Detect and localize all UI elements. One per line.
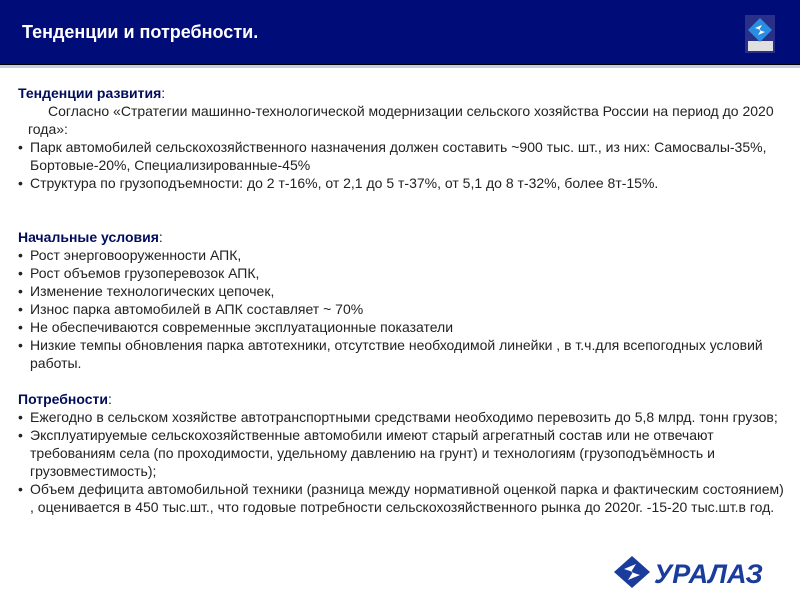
header-divider xyxy=(0,65,800,68)
section-trends: Тенденции развития: Согласно «Стратегии машинно-технологической модернизации сельского хозяйства России на период до 2020 года»: • Парк автомобилей сельскохозяйственного назначения должен составить ~900 тыс. шт., из них: Самосвалы-35%, Бортовые-20%, Специализированные-45% • Структура по грузоподъемности: до 2 т-16%, от 2,1 до 5 т-37%, от 5,1 до 8 т-32%, более 8т-15%. xyxy=(18,84,788,192)
list-item: • Эксплуатируемые сельскохозяйственные автомобили имеют старый агрегатный состав или не отвечают требованиям села (по проходимости, удельному давлению на грунт) и технологиям (грузоподъёмность и грузовместимость); xyxy=(18,426,788,480)
list-item: • Ежегодно в сельском хозяйстве автотранспортными средствами необходимо перевозить до 5,8 млрд. тонн грузов; xyxy=(18,408,788,426)
page-title: Тенденции и потребности. xyxy=(22,22,259,42)
trends-list xyxy=(18,138,788,192)
uralaz-logo xyxy=(612,552,797,592)
section-heading: Тенденции развития xyxy=(18,85,162,101)
list-item: • Рост объемов грузоперевозок АПК, xyxy=(18,264,788,282)
slide-content xyxy=(18,84,788,534)
list-item: • Не обеспечиваются современные эксплуатационные показатели xyxy=(18,318,788,336)
section-heading: Потребности xyxy=(18,391,108,407)
list-item: • Изменение технологических цепочек, xyxy=(18,282,788,300)
section-conditions: Начальные условия: • Рост энерговооруженности АПК, • Рост объемов грузоперевозок АПК, • Изменение технологических цепочек, • Износ парка автомобилей в АПК составляет ~ 70% • Не обеспечиваются современные эксплуатационные показатели • Низкие темпы обновления парка автотехники, отсутствие необходимой линейки , в т.ч.для всепогодных условий работы. xyxy=(18,228,788,372)
section-needs: Потребности: • Ежегодно в сельском хозяйстве автотранспортными средствами необходимо перевозить до 5,8 млрд. тонн грузов; • Эксплуатируемые сельскохозяйственные автомобили имеют старый агрегатный состав или не отвечают требованиям села (по проходимости, удельному давлению на грунт) и технологиям (грузоподъёмность и грузовместимость); • Объем дефицита автомобильной техники (разница между нормативной оценкой парка и фактическим состоянием) , оценивается в 450 тыс.шт., что годовые потребности сельскохозяйственного рынка до 2020г. -15-20 тыс.шт.в год. xyxy=(18,390,788,516)
svg-text:УРАЛАЗ: УРАЛАЗ xyxy=(654,559,763,589)
header-bar xyxy=(0,0,800,65)
conditions-list xyxy=(18,246,788,372)
needs-list xyxy=(18,408,788,516)
brand-badge-icon xyxy=(745,15,775,53)
list-item: • Низкие темпы обновления парка автотехники, отсутствие необходимой линейки , в т.ч.для всепогодных условий работы. xyxy=(18,336,788,372)
list-item: • Объем дефицита автомобильной техники (разница между нормативной оценкой парка и фактическим состоянием) , оценивается в 450 тыс.шт., что годовые потребности сельскохозяйственного рынка до 2020г. -15-20 тыс.шт.в год. xyxy=(18,480,788,516)
list-item: • Структура по грузоподъемности: до 2 т-16%, от 2,1 до 5 т-37%, от 5,1 до 8 т-32%, более 8т-15%. xyxy=(18,174,788,192)
list-item: • Рост энерговооруженности АПК, xyxy=(18,246,788,264)
section-intro: Согласно «Стратегии машинно-технологической модернизации сельского хозяйства России на период до 2020 года»: xyxy=(28,103,774,137)
list-item: • Износ парка автомобилей в АПК составляет ~ 70% xyxy=(18,300,788,318)
section-heading: Начальные условия xyxy=(18,229,159,245)
list-item: • Парк автомобилей сельскохозяйственного назначения должен составить ~900 тыс. шт., из них: Самосвалы-35%, Бортовые-20%, Специализированные-45% xyxy=(18,138,788,174)
